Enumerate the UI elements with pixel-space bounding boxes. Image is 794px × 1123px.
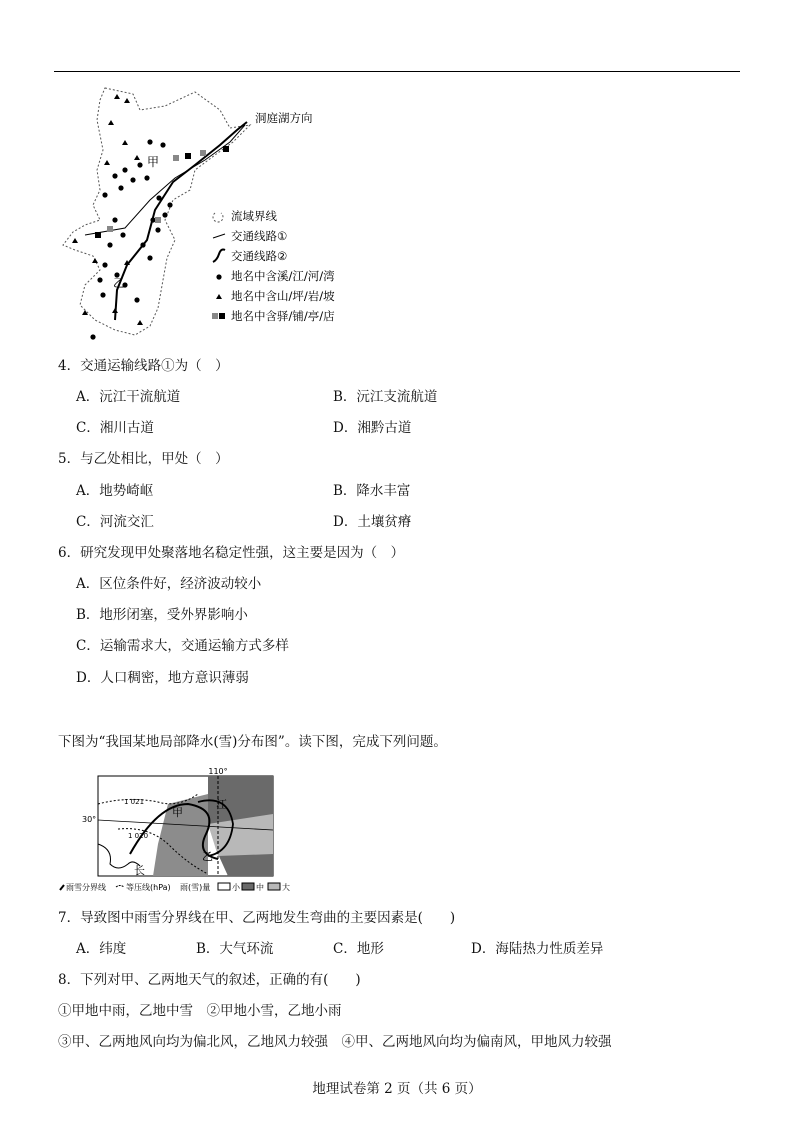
label-chang: 长 <box>134 864 145 877</box>
q7-option-d[interactable]: D．海陆热力性质差异 <box>471 941 604 957</box>
basin-boundary <box>63 88 250 335</box>
lon-label: 110° <box>208 767 228 776</box>
q4-option-b[interactable]: B．沅江支流航道 <box>333 389 438 405</box>
legend-text-1: 流域界线 <box>231 209 277 223</box>
q7-option-c[interactable]: C．地形 <box>333 941 384 957</box>
precipitation-map <box>58 764 336 894</box>
isobar-label-2: 1 020 <box>128 832 149 840</box>
label-yi: 乙 <box>202 850 213 863</box>
legend-amount: 雨(雪)量 <box>180 883 211 892</box>
header-rule <box>54 71 740 72</box>
legend-text-3: 交通线路② <box>231 249 288 263</box>
q5-option-a[interactable]: A．地势崎岖 <box>76 483 154 499</box>
top-label: 洞庭湖方向 <box>255 111 313 125</box>
q8-line-1: ①甲地中雨，乙地中雪 ②甲地小雪，乙地小雨 <box>58 1003 342 1019</box>
legend-text-5: 地名中含山/坪/岩/坡 <box>231 289 335 303</box>
legend-medium: 中 <box>256 883 264 892</box>
q7-option-a[interactable]: A．纬度 <box>76 941 127 957</box>
q8-stem: 8．下列对甲、乙两地天气的叙述，正确的有( ) <box>58 972 361 988</box>
legend-text-2: 交通线路① <box>231 229 288 243</box>
legend-rain-snow: 雨雪分界线 <box>66 883 106 892</box>
legend-small: 小 <box>232 883 240 892</box>
q6-stem: 6．研究发现甲处聚落地名稳定性强，这主要是因为（ ） <box>58 545 405 561</box>
q4-option-d[interactable]: D．湘黔古道 <box>333 420 412 436</box>
triangle-markers <box>72 94 143 325</box>
label-yi: 乙 <box>113 276 126 290</box>
q5-option-b[interactable]: B．降水丰富 <box>333 483 411 499</box>
route-1 <box>85 125 245 235</box>
q6-option-b[interactable]: B．地形闭塞，受外界影响小 <box>76 607 248 623</box>
q4-option-a[interactable]: A．沅江干流航道 <box>76 389 181 405</box>
q5-option-d[interactable]: D．土壤贫瘠 <box>333 514 412 530</box>
legend-text-6: 地名中含驿/铺/亭/店 <box>231 309 335 323</box>
page-footer: 地理试卷第 2 页（共 6 页） <box>312 1081 482 1097</box>
square-markers <box>95 146 229 238</box>
q6-option-c[interactable]: C．运输需求大，交通运输方式多样 <box>76 638 289 654</box>
map1-legend <box>212 209 335 323</box>
q7-stem: 7．导致图中雨雪分界线在甲、乙两地发生弯曲的主要因素是( ) <box>58 910 456 926</box>
q6-option-d[interactable]: D．人口稠密，地方意识薄弱 <box>76 670 249 686</box>
label-jiang: 江 <box>216 798 227 811</box>
q4-stem: 4．交通运输线路①为（ ） <box>58 358 229 374</box>
label-jia: 甲 <box>147 155 160 169</box>
isobar-label-1: 1 021 <box>124 798 145 806</box>
q7-option-b[interactable]: B．大气环流 <box>196 941 274 957</box>
q8-line-2: ③甲、乙两地风向均为偏北风，乙地风力较强 ④甲、乙两地风向均为偏南风，甲地风力较强 <box>58 1034 612 1050</box>
legend-text-4: 地名中含溪/江/河/湾 <box>231 269 335 283</box>
q4-option-c[interactable]: C．湘川古道 <box>76 420 154 436</box>
q5-option-c[interactable]: C．河流交汇 <box>76 514 154 530</box>
river-basin-map <box>55 80 345 348</box>
legend-large: 大 <box>282 883 290 892</box>
circle-markers <box>90 139 172 339</box>
map2-legend <box>60 882 290 892</box>
q5-stem: 5．与乙处相比，甲处（ ） <box>58 451 229 467</box>
intro-text: 下图为“我国某地局部降水(雪)分布图”。读下图，完成下列问题。 <box>58 734 447 750</box>
label-jia: 甲 <box>172 806 183 819</box>
lat-label: 30° <box>82 815 97 824</box>
q6-option-a[interactable]: A．区位条件好，经济波动较小 <box>76 576 262 592</box>
legend-isobar: 等压线(hPa) <box>126 883 171 892</box>
